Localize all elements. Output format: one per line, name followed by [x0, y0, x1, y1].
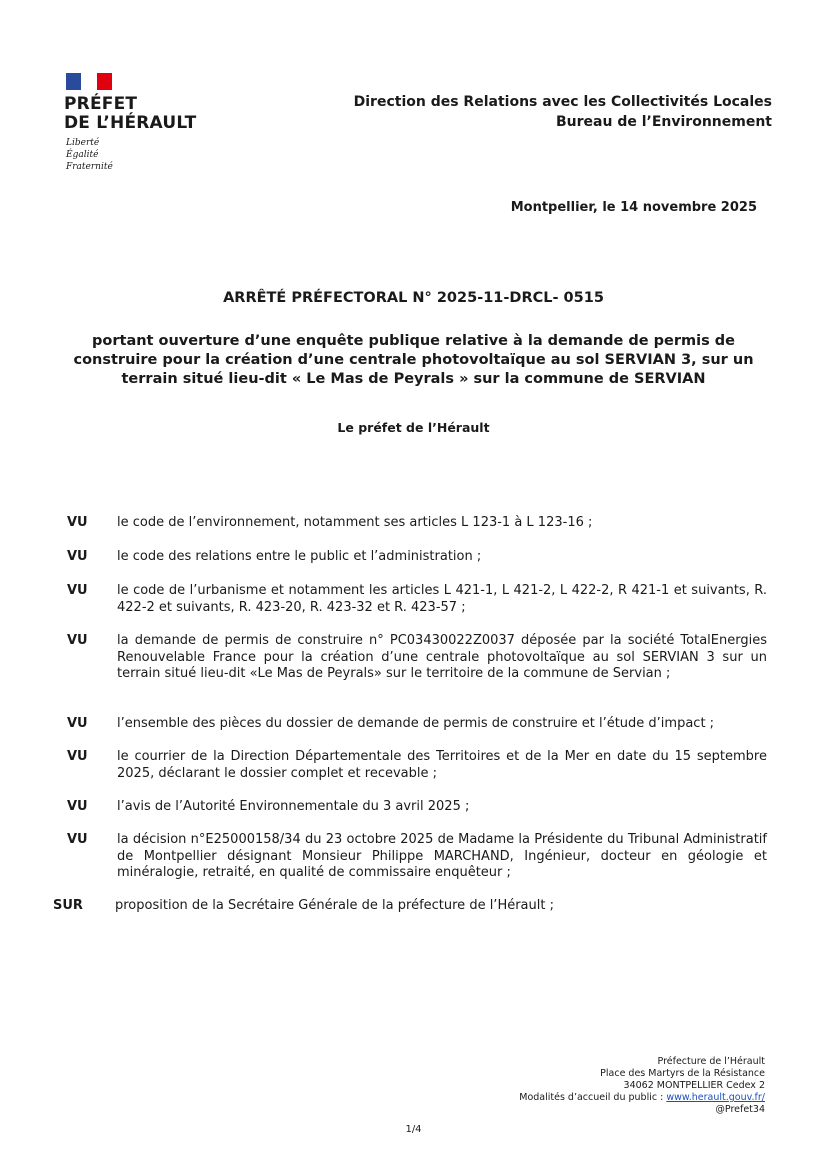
footer-line: 34062 MONTPELLIER Cedex 2 [623, 1080, 765, 1091]
clause-label: VU [67, 633, 88, 648]
document-date: Montpellier, le 14 novembre 2025 [510, 200, 757, 215]
logo-line-2: DE L’HÉRAULT [64, 113, 197, 133]
clause-label: VU [67, 832, 88, 847]
clause-text: l’avis de l’Autorité Environnementale du 3 avril 2025 ; [117, 799, 470, 814]
direction-name: Direction des Relations avec les Collectivités Locales [353, 94, 772, 110]
footer-address [519, 1056, 765, 1116]
document-subtitle: portant ouverture d’une enquête publique relative à la demande de permis de construire pour la création d’une centrale photovoltaïque au sol SERVIAN 3, sur un terrain situé lieu-dit « Le Mas de Peyrals » sur la commune de SERVIAN [73, 333, 754, 387]
clause-label: SUR [53, 898, 83, 913]
clause-label: VU [67, 749, 88, 764]
clause-text: le courrier de la Direction Départementale des Territoires et de la Mer en date du 15 septembre 2025, déclarant le dossier complet et recevable ; [117, 749, 767, 781]
motto-egalite: Égalité [66, 150, 99, 160]
motto-fraternite: Fraternité [66, 162, 113, 172]
clause [53, 898, 767, 915]
clause [67, 716, 767, 733]
clause-text: la demande de permis de construire n° PC03430022Z0037 déposée par la société TotalEnergies Renouvelable France pour la création d’une centrale photovoltaïque au sol SERVIAN 3 sur un terrain situé lieu-dit «Le Mas de Peyrals» sur le territoire de la commune de Servian ; [117, 633, 767, 681]
clause-text: le code de l’urbanisme et notamment les articles L 421-1, L 421-2, L 422-2, R 421-1 et suivants, R. 422-2 et suivants, R. 423-20, R. 423-32 et R. 423-57 ; [117, 583, 767, 615]
issuing-department [354, 92, 772, 132]
prefecture-logo-title [64, 95, 196, 133]
clause [67, 832, 767, 882]
bureau-name: Bureau de l’Environnement [556, 114, 772, 130]
twitter-handle: @Prefet34 [715, 1104, 765, 1115]
clause-label: VU [67, 799, 88, 814]
clause-label: VU [67, 549, 88, 564]
logo-line-1: PRÉFET [64, 94, 138, 114]
document-title: ARRÊTÉ PRÉFECTORAL N° 2025-11-DRCL- 0515 [223, 290, 604, 306]
footer-access [519, 1092, 765, 1104]
footer-line: Place des Martyrs de la Résistance [600, 1068, 765, 1079]
clause-label: VU [67, 716, 88, 731]
motto-liberte: Liberté [66, 138, 100, 148]
clause [67, 633, 767, 683]
marianne-flag-logo [66, 73, 112, 90]
clause-text: proposition de la Secrétaire Générale de la préfecture de l’Hérault ; [115, 898, 554, 913]
clause-label: VU [67, 583, 88, 598]
clause-text: le code de l’environnement, notamment ses articles L 123-1 à L 123-16 ; [117, 515, 593, 530]
access-label: Modalités d’accueil du public : [519, 1092, 667, 1103]
clause-text: le code des relations entre le public et l’administration ; [117, 549, 482, 564]
clause [67, 583, 767, 616]
clause-text: l’ensemble des pièces du dossier de demande de permis de construire et l’étude d’impact ; [117, 716, 715, 731]
clause [67, 549, 767, 566]
clause [67, 749, 767, 782]
clause-text: la décision n°E25000158/34 du 23 octobre 2025 de Madame la Présidente du Tribunal Administratif de Montpellier désignant Monsieur Philippe MARCHAND, Ingénieur, docteur en géologie et minéralogie, retraité, en qualité de commissaire enquêteur ; [117, 832, 767, 880]
motto [66, 137, 113, 173]
website-link[interactable]: www.herault.gouv.fr/ [666, 1092, 765, 1103]
clause [67, 799, 767, 816]
clause-label: VU [67, 515, 88, 530]
footer-line: Préfecture de l’Hérault [657, 1056, 765, 1067]
clause [67, 515, 767, 532]
page-number: 1/4 [405, 1124, 422, 1135]
issuer-line: Le préfet de l’Hérault [337, 420, 490, 435]
